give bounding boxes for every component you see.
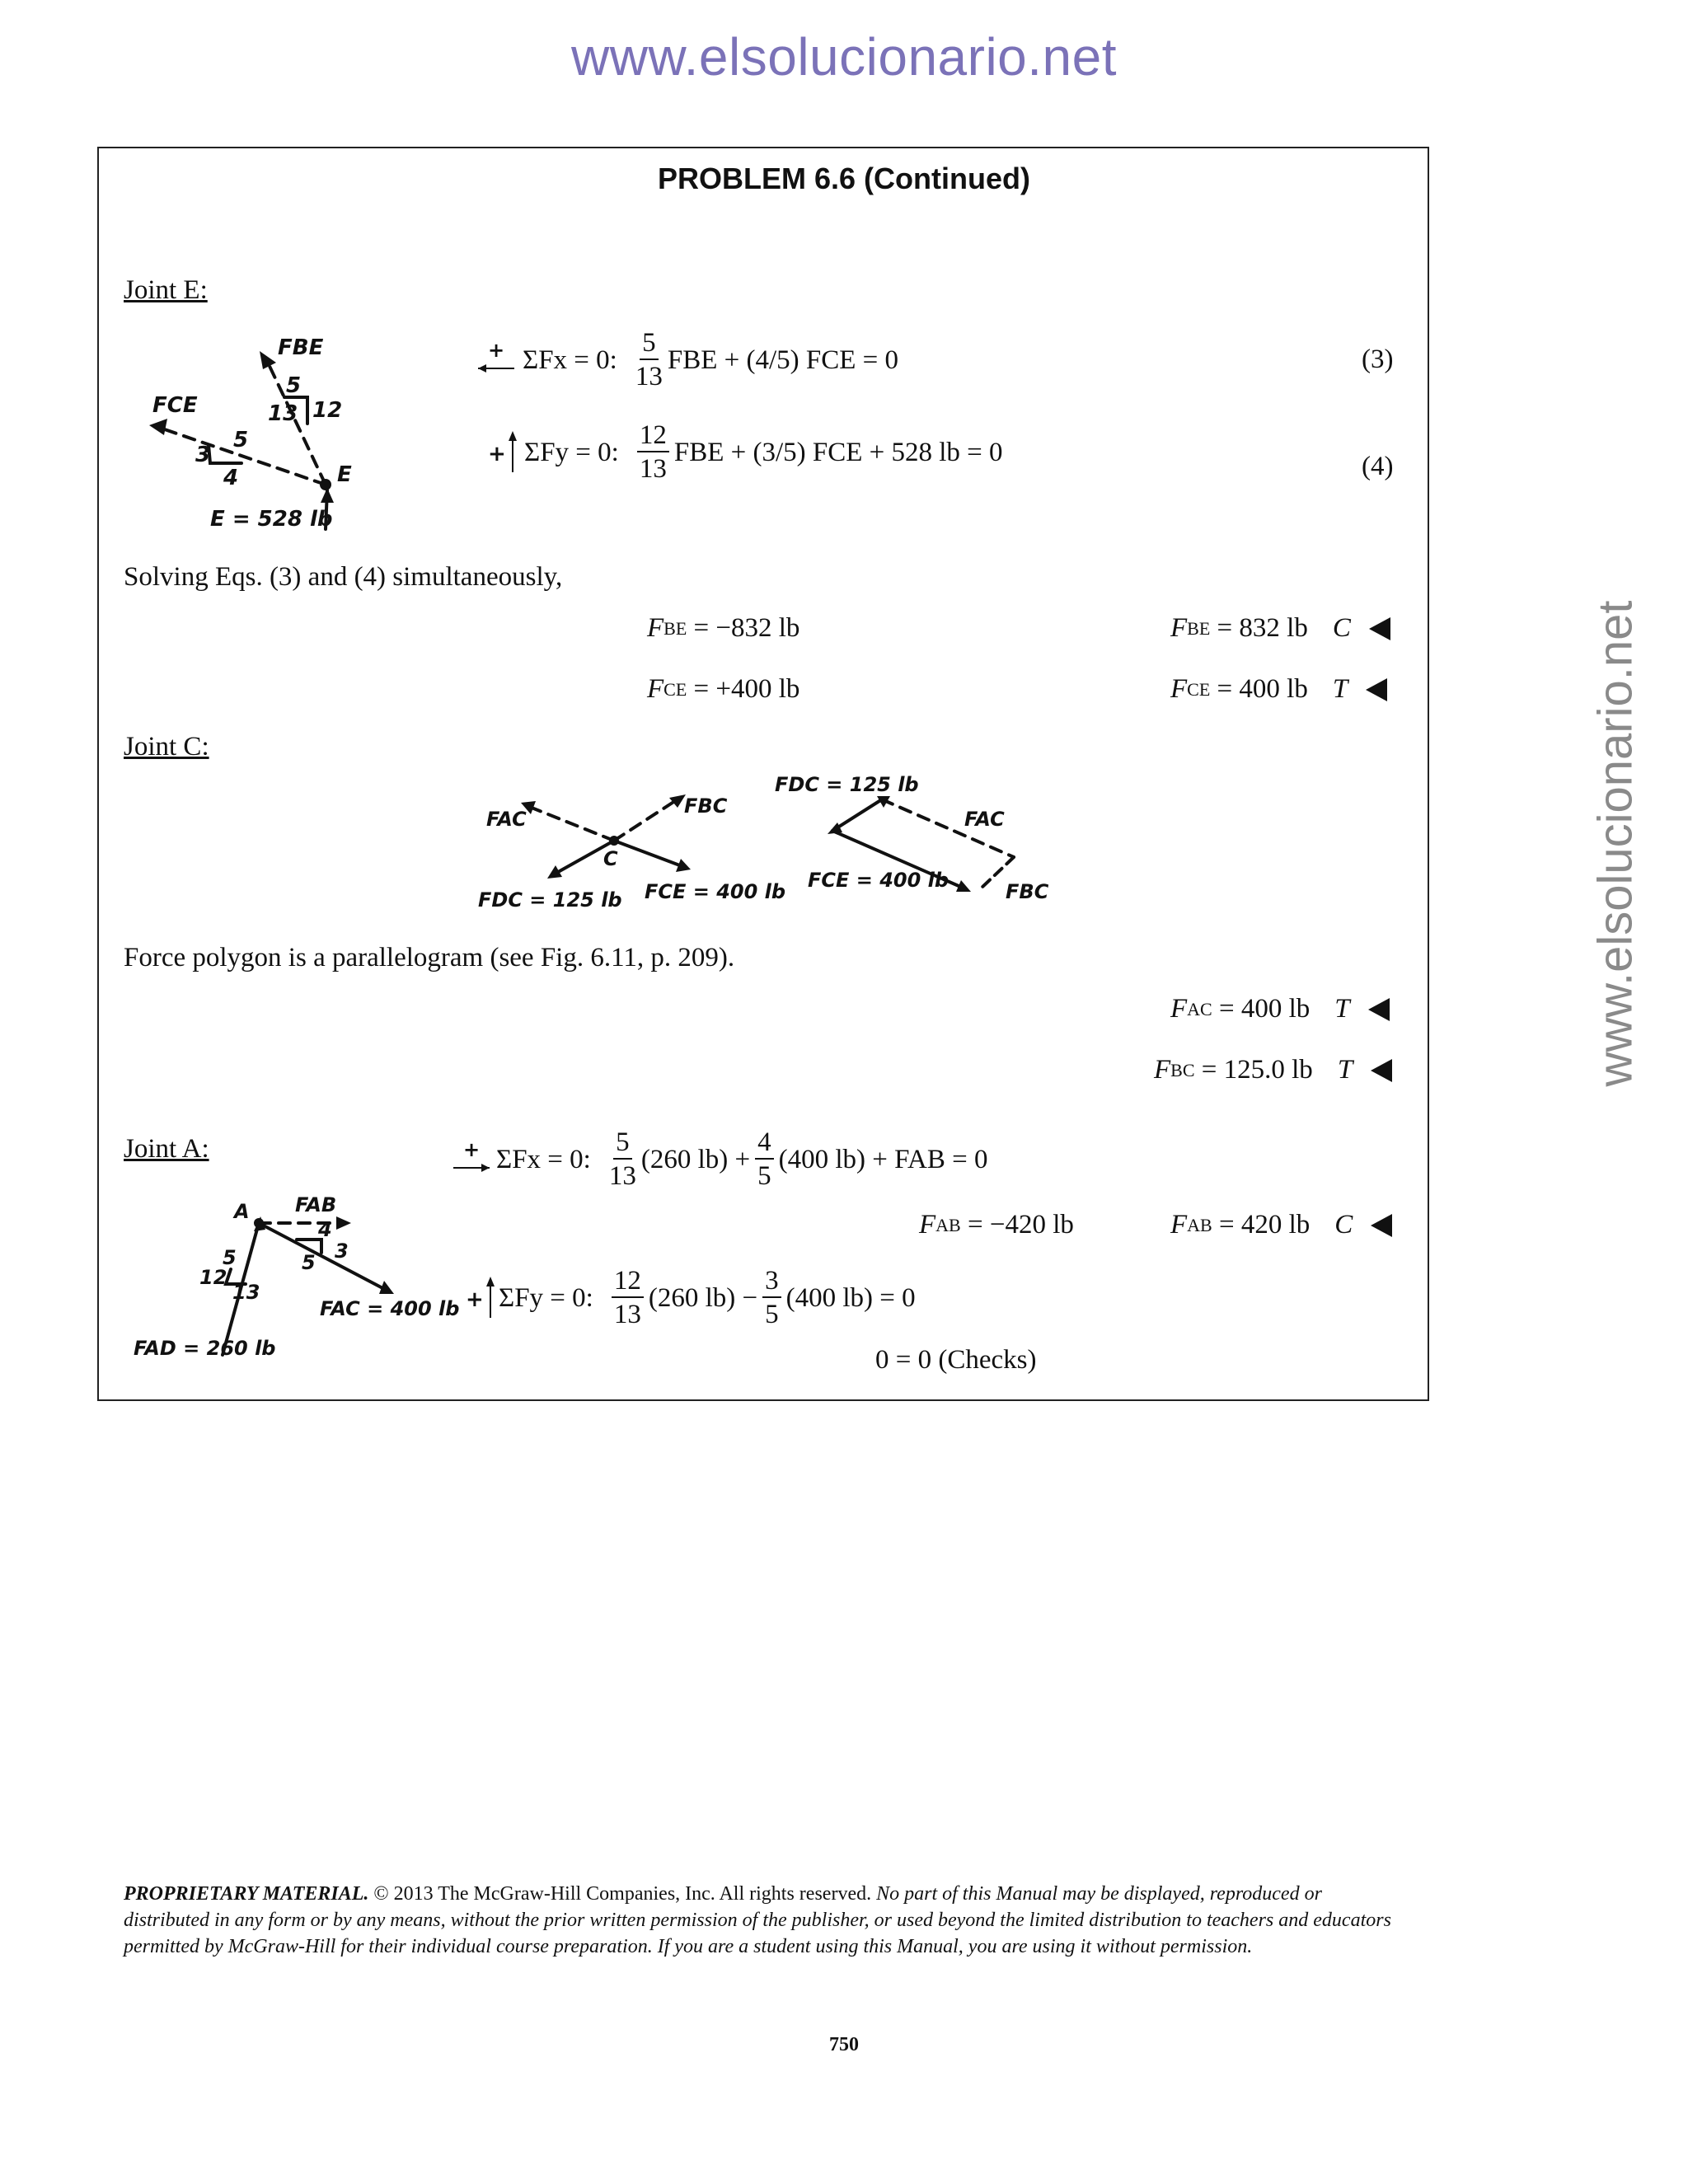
poly-label-fbc: FBC xyxy=(1006,880,1049,903)
svg-text:+: + xyxy=(466,1287,484,1312)
poly-label-fdc: FDC = 125 lb xyxy=(775,773,919,796)
e-label-12: 12 xyxy=(312,398,343,423)
answer-marker-icon xyxy=(1371,1214,1392,1237)
poly-label-fce: FCE = 400 lb xyxy=(808,869,950,892)
a-label-4: 4 xyxy=(318,1218,332,1241)
answer-marker-icon xyxy=(1368,998,1390,1021)
a-label-fac: FAC = 400 lb xyxy=(320,1297,460,1320)
footer-bold: PROPRIETARY MATERIAL. xyxy=(124,1883,369,1905)
equation-4 xyxy=(488,422,1003,483)
e-label-fbe: FBE xyxy=(278,335,324,360)
eqay-frac-12-13: $\frac{12}{13}$ xyxy=(612,1268,644,1329)
fab-final-value: = 420 lb xyxy=(1218,1210,1311,1240)
result-fab-signed: F AB = −420 lb xyxy=(919,1210,1074,1240)
eqay-part-a: (260 lb) − xyxy=(648,1282,758,1313)
eq3-lhs: ΣFx = 0: xyxy=(523,344,617,375)
joint-a-sketch xyxy=(124,1193,460,1375)
result-fbc-final: F BC = 125.0 lb T xyxy=(1154,1055,1392,1085)
c-member-ac xyxy=(528,806,614,841)
footer-italic: No part of this Manual may be displayed, reproduced or distributed in any form or by any means, without the prior written permission of the publisher, or used beyond the limited distribution to teachers and educators permitted by McGraw-Hill for their individual course preparation. If you are a student using this Manual, you are using it without permission. xyxy=(124,1883,1391,1957)
c-label-fdc: FDC = 125 lb xyxy=(478,888,622,912)
fac-final-value: = 400 lb xyxy=(1218,994,1311,1024)
polygon-text: Force polygon is a parallelogram (see Fig. 6.11, p. 209). xyxy=(124,943,735,972)
poly-label-fac: FAC xyxy=(964,808,1005,831)
footer-plain: © 2013 The McGraw-Hill Companies, Inc. All rights reserved. xyxy=(373,1883,872,1905)
fab-signed-value: = −420 lb xyxy=(967,1210,1074,1240)
e-label-13: 13 xyxy=(268,401,298,426)
fab-type: C xyxy=(1334,1210,1353,1240)
poly-dc xyxy=(832,799,882,831)
eq3-number: (3) xyxy=(1362,344,1394,374)
eq4-frac-12-13: $\frac{12}{13}$ xyxy=(637,422,669,483)
c-arrow-bc xyxy=(669,794,686,808)
right-arrow-plus-icon xyxy=(476,339,518,377)
eq4-rhs: FBE + (3/5) FCE + 528 lb = 0 xyxy=(673,437,1003,467)
equation-a-x xyxy=(452,1129,987,1190)
c-label-fac: FAC xyxy=(486,808,527,831)
check-text: 0 = 0 (Checks) xyxy=(875,1345,1037,1375)
result-fab-final: F AB = 420 lb C xyxy=(1170,1210,1392,1240)
fac-type: T xyxy=(1334,994,1350,1024)
proprietary-footer xyxy=(124,1881,1400,1960)
eqay-lhs: ΣFy = 0: xyxy=(499,1282,593,1313)
fbe-type: C xyxy=(1332,613,1351,643)
up-arrow-plus-icon xyxy=(466,1275,499,1321)
problem-title: PROBLEM 6.6 (Continued) xyxy=(658,162,1030,195)
joint-e-sketch xyxy=(144,330,367,536)
e-label-e: E xyxy=(337,462,352,487)
a-label-13: 13 xyxy=(232,1281,260,1304)
joint-c-label: Joint C: xyxy=(124,732,209,762)
e-joint-dot xyxy=(320,479,331,490)
result-fbe-final: F BE = 832 lb C xyxy=(1170,613,1390,644)
eqax-lhs: ΣFx = 0: xyxy=(496,1144,591,1174)
e-label-5b: 5 xyxy=(233,428,249,452)
equation-a-y xyxy=(466,1268,916,1329)
up-arrow-plus-icon xyxy=(488,429,521,476)
a-label-fad: FAD = 260 lb xyxy=(134,1337,276,1360)
e-label-5a: 5 xyxy=(286,373,302,398)
a-label-a: A xyxy=(234,1200,250,1223)
e-arrow-load xyxy=(321,488,334,503)
eqax-part-b: (400 lb) + FAB = 0 xyxy=(778,1144,988,1174)
fce-signed-value: = +400 lb xyxy=(693,674,800,704)
eq3-rhs: FBE + (4/5) FCE = 0 xyxy=(667,344,899,375)
eq4-lhs: ΣFy = 0: xyxy=(524,437,619,467)
page-number: 750 xyxy=(829,2034,859,2055)
joint-a-label: Joint A: xyxy=(124,1134,209,1164)
svg-text:+: + xyxy=(488,339,505,362)
c-label-fbc: FBC xyxy=(684,794,728,818)
result-fce-final: F CE = 400 lb T xyxy=(1170,674,1387,705)
joint-e-label: Joint E: xyxy=(124,275,208,305)
a-label-12: 12 xyxy=(199,1266,227,1289)
c-label-fce: FCE = 400 lb xyxy=(645,880,786,903)
fce-final-value: = 400 lb xyxy=(1217,674,1308,704)
eqay-frac-3-5: $\frac{3}{5}$ xyxy=(762,1268,781,1329)
c-force-ce xyxy=(614,841,684,867)
right-arrow-plus-icon xyxy=(452,1138,493,1176)
joint-c-sketch xyxy=(470,775,1063,923)
eq4-number: (4) xyxy=(1362,452,1394,481)
equation-3 xyxy=(476,330,898,391)
watermark-top[interactable]: www.elsolucionario.net xyxy=(571,27,1117,87)
e-label-fce: FCE xyxy=(152,393,198,418)
svg-text:+: + xyxy=(463,1138,481,1161)
a-label-fab: FAB xyxy=(295,1193,337,1216)
e-label-3: 3 xyxy=(195,443,211,467)
result-fac-final: F AC = 400 lb T xyxy=(1170,994,1390,1024)
a-label-5a: 5 xyxy=(223,1246,237,1269)
answer-marker-icon xyxy=(1371,1059,1392,1082)
svg-text:+: + xyxy=(488,442,506,466)
e-arrow-ce xyxy=(149,419,167,435)
e-label-4: 4 xyxy=(223,466,239,490)
eqax-frac-5-13: $\frac{5}{13}$ xyxy=(608,1127,636,1191)
solving-text: Solving Eqs. (3) and (4) simultaneously, xyxy=(124,562,563,592)
e-arrow-be xyxy=(260,351,276,369)
answer-marker-icon xyxy=(1369,617,1390,640)
fbe-final-value: = 832 lb xyxy=(1217,613,1308,643)
c-joint-dot xyxy=(609,836,619,846)
fbc-final-value: = 125.0 lb xyxy=(1201,1055,1313,1085)
fbc-type: T xyxy=(1337,1055,1353,1085)
c-member-bc xyxy=(614,798,680,841)
c-label-c: C xyxy=(603,847,618,870)
a-arrow-ab xyxy=(336,1216,351,1230)
eqax-frac-4-5: $\frac{4}{5}$ xyxy=(755,1129,774,1190)
answer-marker-icon xyxy=(1366,678,1387,701)
result-fce-signed: F CE = +400 lb xyxy=(647,674,800,704)
e-label-load: E = 528 lb xyxy=(210,507,333,532)
fce-type: T xyxy=(1332,674,1348,704)
a-label-5b: 5 xyxy=(302,1251,316,1274)
eqax-part-a: (260 lb) + xyxy=(640,1144,751,1174)
eqay-part-b: (400 lb) = 0 xyxy=(785,1282,916,1313)
result-fbe-signed: F BE = −832 lb xyxy=(647,613,800,643)
fbe-signed-value: = −832 lb xyxy=(693,613,800,643)
watermark-side-text[interactable]: www.elsolucionario.net xyxy=(1588,600,1643,1087)
eq3-frac-5-13: $\frac{5}{13}$ xyxy=(635,328,663,391)
a-label-3: 3 xyxy=(335,1240,349,1263)
